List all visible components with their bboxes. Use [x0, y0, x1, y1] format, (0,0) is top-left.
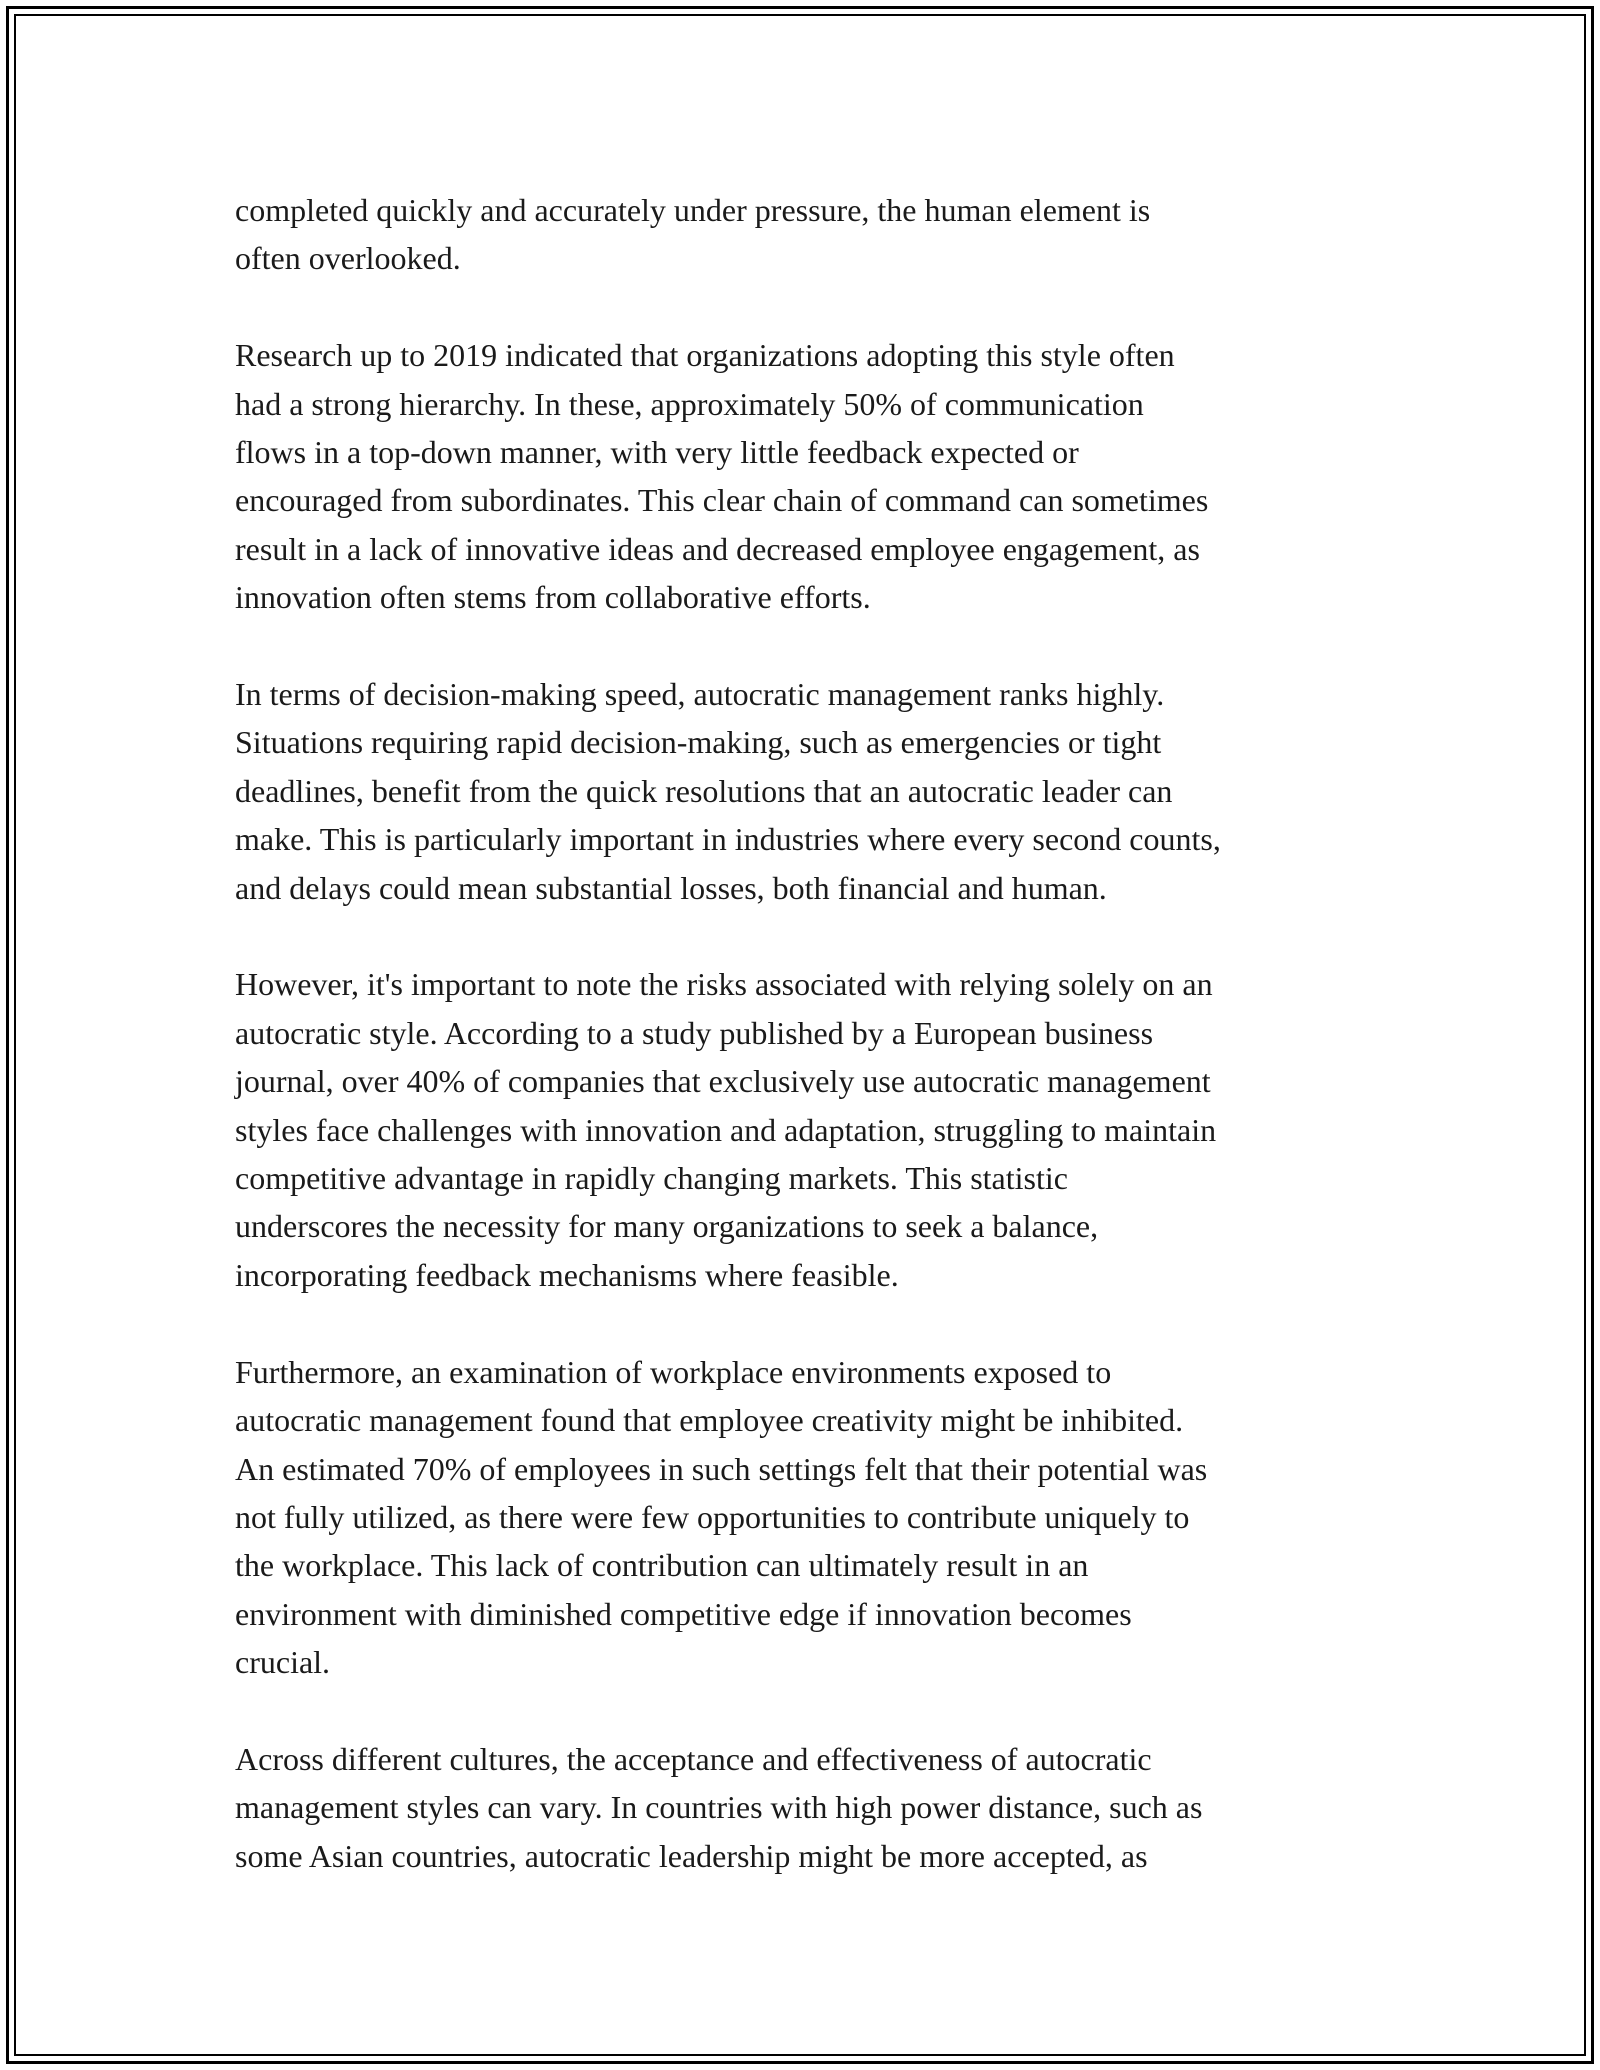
text-line: result in a lack of innovative ideas and decreased employee engagement, as: [235, 530, 1200, 567]
paragraph-4: [235, 960, 1375, 1299]
text-line: some Asian countries, autocratic leadership might be more accepted, as: [235, 1837, 1148, 1874]
text-line: crucial.: [235, 1644, 331, 1681]
text-line: completed quickly and accurately under pressure, the human element is: [235, 192, 1151, 228]
text-line: environment with diminished competitive edge if innovation becomes: [235, 1595, 1132, 1632]
paragraph-5: [235, 1348, 1375, 1687]
text-line: the workplace. This lack of contribution can ultimately result in an: [235, 1547, 1089, 1584]
text-line: styles face challenges with innovation and adaptation, struggling to maintain: [235, 1111, 1217, 1148]
text-line: Situations requiring rapid decision-making, such as emergencies or tight: [235, 724, 1162, 761]
text-line: journal, over 40% of companies that exclusively use autocratic management: [235, 1063, 1211, 1100]
text-line: often overlooked.: [235, 240, 461, 277]
text-line: had a strong hierarchy. In these, approximately 50% of communication: [235, 385, 1144, 422]
text-line: not fully utilized, as there were few opportunities to contribute uniquely to: [235, 1498, 1190, 1535]
paragraph-2: [235, 331, 1375, 621]
text-line: innovation often stems from collaborative efforts.: [235, 579, 871, 616]
text-line: encouraged from subordinates. This clear chain of command can sometimes: [235, 482, 1209, 519]
text-line: underscores the necessity for many organizations to seek a balance,: [235, 1208, 1099, 1245]
document-body: [235, 186, 1375, 1929]
paragraph-3: [235, 670, 1375, 912]
text-line: autocratic management found that employee creativity might be inhibited.: [235, 1402, 1184, 1439]
text-line: In terms of decision-making speed, autocratic management ranks highly.: [235, 676, 1165, 713]
text-line: incorporating feedback mechanisms where feasible.: [235, 1256, 899, 1293]
text-line: deadlines, benefit from the quick resolutions that an autocratic leader can: [235, 772, 1173, 809]
text-line: autocratic style. According to a study published by a European business: [235, 1014, 1154, 1051]
text-line: Research up to 2019 indicated that organizations adopting this style often: [235, 337, 1175, 374]
text-line: management styles can vary. In countries with high power distance, such as: [235, 1789, 1203, 1826]
paragraph-6: [235, 1735, 1375, 1880]
text-line: An estimated 70% of employees in such settings felt that their potential was: [235, 1450, 1208, 1487]
paragraph-1: [235, 186, 1375, 283]
text-line: Across different cultures, the acceptance and effectiveness of autocratic: [235, 1740, 1152, 1777]
text-line: and delays could mean substantial losses, both financial and human.: [235, 869, 1107, 906]
text-line: However, it's important to note the risks associated with relying solely on an: [235, 966, 1213, 1003]
text-line: competitive advantage in rapidly changing markets. This statistic: [235, 1160, 1068, 1197]
text-line: Furthermore, an examination of workplace environments exposed to: [235, 1353, 1112, 1390]
text-line: flows in a top-down manner, with very little feedback expected or: [235, 434, 1079, 471]
text-line: make. This is particularly important in industries where every second counts,: [235, 821, 1221, 858]
